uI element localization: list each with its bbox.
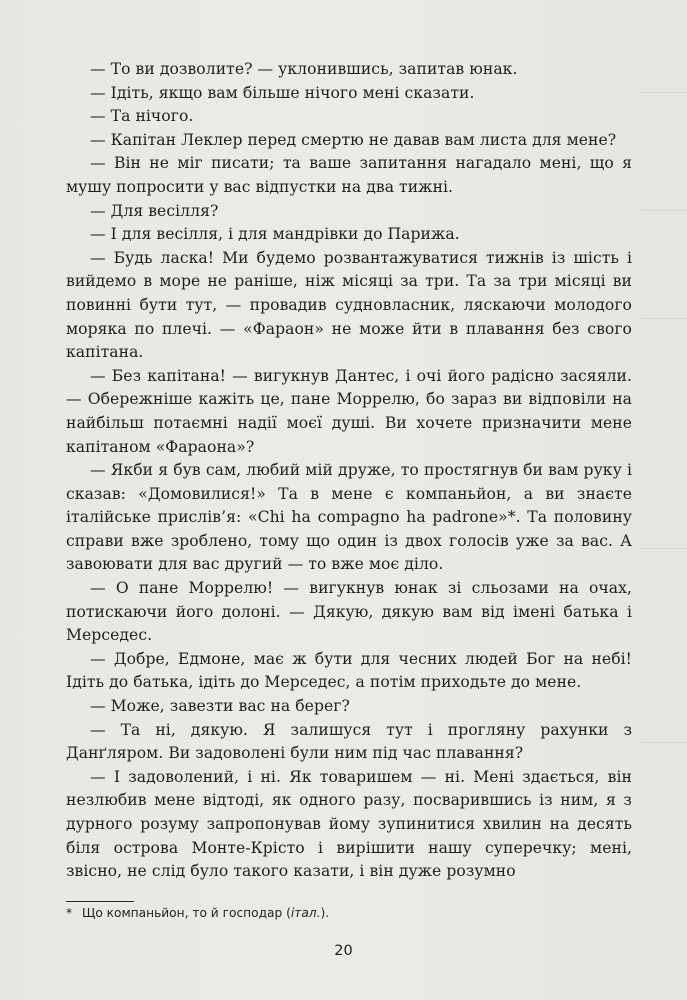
footnote-italic: італ. (290, 906, 321, 920)
paragraph: — То ви дозволите? — уклонившись, запитав юнак. (90, 60, 518, 78)
paragraph: — Для весілля? (90, 201, 219, 220)
paragraph: — Капітан Леклер перед смертю не давав вам листа для мене? (90, 130, 617, 149)
footnote-rule (66, 901, 134, 902)
paragraph: — Та ні, дякую. Я залишуся тут і прогляну рахунки з Данґляром. Ви задоволені були ним під час плавання? (66, 720, 632, 763)
paragraph: — Будь ласка! Ми будемо розвантажуватися тижнів із шість і вийдемо в море не раніше, ніж місяці за три. Та за три місяці ви повинні бути тут, — провадив судновласник, ляскаючи молодого моряка по плечі. — «Фараон» не може йти в плавання без свого капітана. (66, 248, 632, 362)
paragraph: — І задоволений, і ні. Як товаришем — ні. Мені здається, він незлюбив мене відтоді, як одного разу, посварившись із ним, я з дурного розуму запропонував йому зупинитися хвилин на десять біля острова Монте-Крісто і вирішити нашу суперечку; мені, звісно, не слід було такого казати, і він дуже розумно (66, 767, 632, 881)
bleed-through-mark (641, 742, 687, 743)
bleed-through-mark (641, 92, 687, 93)
paragraph: — Добре, Едмоне, має ж бути для чесних людей Бог на небі! Ідіть до батька, ідіть до Мерседес, а потім приходьте до мене. (66, 649, 632, 692)
paragraph: — Він не міг писати; та ваше запитання нагадало мені, що я мушу попросити у вас відпустки на два тижні. (66, 154, 632, 196)
paragraph: — Ідіть, якщо вам більше нічого мені сказати. (90, 83, 475, 102)
paragraph: — Та нічого. (90, 107, 194, 126)
paragraph: — О пане Моррелю! — вигукнув юнак зі сльозами на очах, потискаючи його долоні. — Дякую, дякую вам від імені батька і Мерседес. (66, 579, 632, 645)
bleed-through-mark (641, 318, 687, 319)
bleed-through-mark (641, 548, 687, 549)
footnote (66, 904, 626, 922)
footnote-text: Що компаньйон, то й господар ( (82, 906, 291, 920)
footnote-mark: * (66, 906, 73, 920)
page-number: 20 (334, 943, 353, 959)
bleed-through-mark (641, 210, 687, 211)
paragraph: — Без капітана! — вигукнув Дантес, і очі його радісно засяяли. — Обережніше кажіть це, пане Моррелю, бо зараз ви відповіли на найбільш потаємні надії моєї душі. Ви хочете призначити мене капітаном «Фараона»? (66, 366, 632, 456)
body-text (66, 58, 632, 884)
paragraph: — Може, завезти вас на берег? (90, 697, 350, 716)
paragraph: — Якби я був сам, любий мій друже, то простягнув би вам руку і сказав: «Домовилися!» Та в мене є компаньйон, а ви знаєте італійське прислів’я: «Chi ha compagno ha padrone»*. Та половину справи вже зроблено, тому що один із двох голосів уже за вас. А завоювати для вас другий — то вже моє діло. (66, 461, 632, 574)
paragraph: — І для весілля, і для мандрівки до Парижа. (90, 225, 460, 244)
footnote-end: ). (320, 906, 330, 920)
